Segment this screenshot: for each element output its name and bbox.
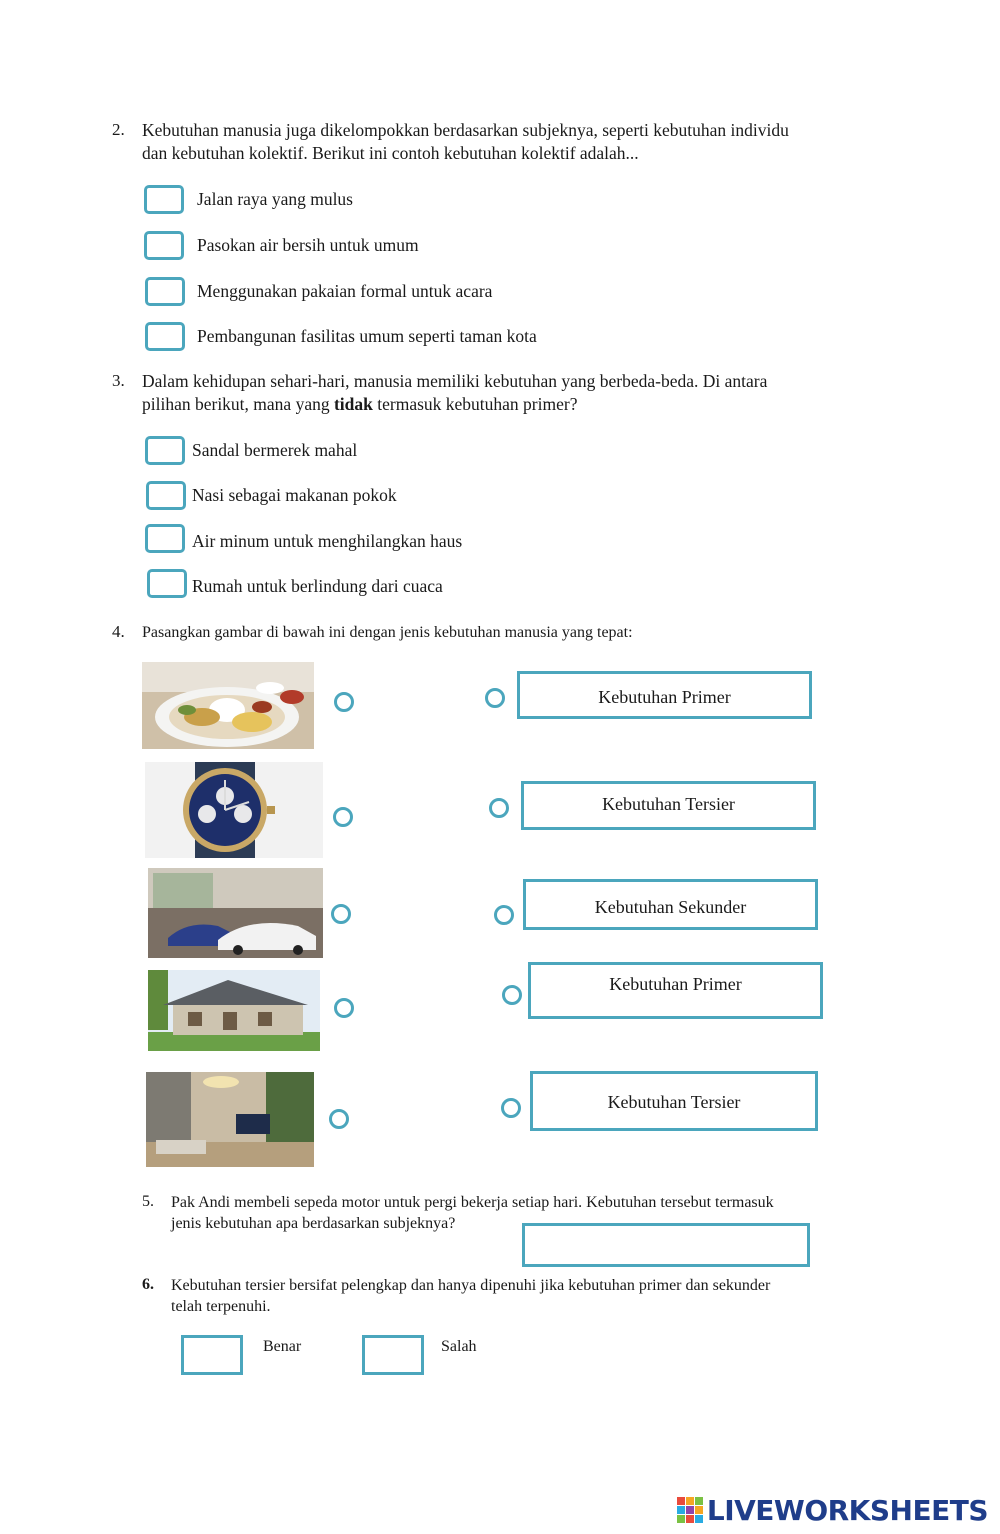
q4-label-5-dot[interactable] xyxy=(501,1098,521,1118)
q2-option-3-checkbox[interactable] xyxy=(145,277,185,306)
q4-label-4-dot[interactable] xyxy=(502,985,522,1005)
q6-false-label: Salah xyxy=(441,1338,477,1355)
q4-image-4-dot[interactable] xyxy=(334,998,354,1018)
q6-false-checkbox[interactable] xyxy=(362,1335,424,1375)
q2-option-3-label: Menggunakan pakaian formal untuk acara xyxy=(197,281,493,301)
logo-text: LIVEWORKSHEETS xyxy=(706,1493,988,1527)
q2-text: Kebutuhan manusia juga dikelompokkan berdasarkan subjeknya, seperti kebutuhan individu dan kebutuhan kolektif. Berikut ini contoh kebutuhan kolektif adalah... xyxy=(142,120,789,163)
q2-option-2-checkbox[interactable] xyxy=(144,231,184,260)
q6-text: Kebutuhan tersier bersifat pelengkap dan hanya dipenuhi jika kebutuhan primer dan sekunder telah terpenuhi. xyxy=(171,1277,771,1315)
q3-option-3-label: Air minum untuk menghilangkan haus xyxy=(192,531,463,551)
wristwatch-image xyxy=(145,762,323,858)
q4-label-3-dot[interactable] xyxy=(494,905,514,925)
q3-option-3-checkbox[interactable] xyxy=(145,524,185,553)
luxury-car-garage-image xyxy=(148,868,323,958)
q4-text: Pasangkan gambar di bawah ini dengan jenis kebutuhan manusia yang tepat: xyxy=(142,624,633,641)
liveworksheets-logo xyxy=(677,1493,988,1527)
q4-image-2-dot[interactable] xyxy=(333,807,353,827)
q2-option-4-checkbox[interactable] xyxy=(145,322,185,351)
q3-number: 3. xyxy=(112,371,125,390)
q2-option-1-label: Jalan raya yang mulus xyxy=(197,189,353,209)
q3-option-2-label: Nasi sebagai makanan pokok xyxy=(192,485,397,505)
q4-label-5-box: Kebutuhan Tersier xyxy=(530,1071,818,1131)
liveworksheets-logo-icon xyxy=(677,1497,703,1523)
q6-number: 6. xyxy=(142,1276,154,1293)
q3-text: Dalam kehidupan sehari-hari, manusia memiliki kebutuhan yang berbeda-beda. Di antara pilihan berikut, mana yang tidak termasuk kebutuhan primer? xyxy=(142,371,768,414)
q3-option-4-label: Rumah untuk berlindung dari cuaca xyxy=(192,576,443,596)
q2-option-1-checkbox[interactable] xyxy=(144,185,184,214)
q6-true-label: Benar xyxy=(263,1338,302,1355)
q4-number: 4. xyxy=(112,622,125,641)
q3-option-1-label: Sandal bermerek mahal xyxy=(192,440,358,460)
q5-text: Pak Andi membeli sepeda motor untuk pergi bekerja setiap hari. Kebutuhan tersebut termasuk jenis kebutuhan apa berdasarkan subjeknya? xyxy=(171,1194,774,1232)
q3-option-1-checkbox[interactable] xyxy=(145,436,185,465)
q2-number: 2. xyxy=(112,120,125,139)
q4-label-2-dot[interactable] xyxy=(489,798,509,818)
q4-label-4-box: Kebutuhan Primer xyxy=(528,962,823,1019)
food-plate-image xyxy=(142,662,314,749)
q4-image-5-dot[interactable] xyxy=(329,1109,349,1129)
q2-option-2-label: Pasokan air bersih untuk umum xyxy=(197,235,419,255)
q3-option-4-checkbox[interactable] xyxy=(147,569,187,598)
q5-number: 5. xyxy=(142,1193,154,1210)
q2-option-4-label: Pembangunan fasilitas umum seperti taman kota xyxy=(197,326,537,346)
luxury-living-room-image xyxy=(146,1072,314,1167)
q6-true-checkbox[interactable] xyxy=(181,1335,243,1375)
q4-label-1-dot[interactable] xyxy=(485,688,505,708)
house-image xyxy=(148,970,320,1051)
q4-label-3-box: Kebutuhan Sekunder xyxy=(523,879,818,930)
q4-label-2-box: Kebutuhan Tersier xyxy=(521,781,816,830)
q4-image-3-dot[interactable] xyxy=(331,904,351,924)
q4-label-1-box: Kebutuhan Primer xyxy=(517,671,812,719)
q5-answer-input[interactable] xyxy=(522,1223,810,1267)
q3-option-2-checkbox[interactable] xyxy=(146,481,186,510)
q4-image-1-dot[interactable] xyxy=(334,692,354,712)
